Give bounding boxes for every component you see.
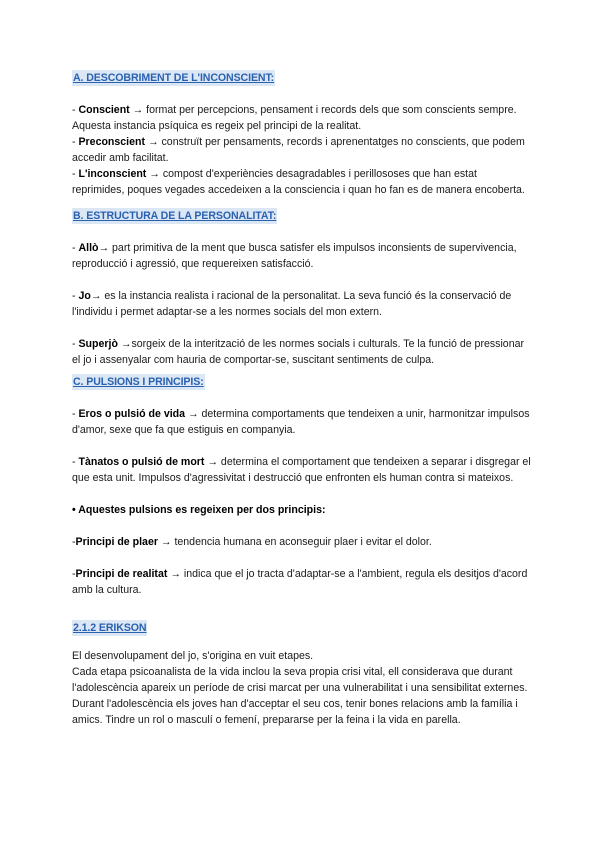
principle-realitat: -Principi de realitat → indica que el jo tracta d'adaptar-se a l'ambient, regula els desitjos d'acord amb la cultura. xyxy=(72,568,528,596)
term-allo: Allò xyxy=(78,242,99,254)
section-a-item-preconscient: - Preconscient → construït per pensaments, records i aprenentatges no conscients, que podem accedir amb facilitat. xyxy=(72,136,525,164)
section-a-item-inconscient: - L'inconscient → compost d'experiències desagradables i perillososes que han estat reprimides, poques vegades accedeixen a la consciencia i quan ho fan es de manera encoberta. xyxy=(72,168,525,196)
section-a-item-conscient: - Conscient → format per percepcions, pensament i records dels que som conscients sempre. Aquesta instancia psíquica es regeix pel principi de la realitat. xyxy=(72,104,517,132)
term-tanatos: Tànatos o pulsió de mort xyxy=(78,456,205,468)
term-preconscient: Preconscient xyxy=(78,136,146,148)
principles-intro: • Aquestes pulsions es regeixen per dos principis: xyxy=(72,504,326,516)
section-b-heading: B. ESTRUCTURA DE LA PERSONALITAT: xyxy=(73,210,277,222)
term-jo: Jo xyxy=(78,290,91,302)
section-b-item-superjo: - Superjò →sorgeix de la interització de les normes socials i culturals. Te la funció de pressionar el jo i assenyalar com hauria de comportar-se, suscitant sentiments de culpa. xyxy=(72,338,525,366)
erikson-body: Cada etapa psicoanalista de la vida inclou la seva propia crisi vital, ell considerava que durant l'adolescència apareix un període de crisi marcat per una vulnerabilitat i una sensibilitat externes. Durant l'adolescència els joves han d'acceptar el seu cos, tenir bones relacions amb la família i amics. Tindre un rol o masculí o femení, prepararse per la feina i la vida en parella. xyxy=(72,666,528,726)
section-b-item-allo: - Allò→ part primitiva de la ment que busca satisfer els impulsos inconsients de supervivencia, reproducció i agressió, que requereixen satisfacció. xyxy=(72,242,517,270)
section-c-item-tanatos: - Tànatos o pulsió de mort → determina el comportament que tendeixen a separar i disgregar el que esta unit. Impulsos d'agressivitat i destrucció que enfronten els human contra si mateixos. xyxy=(72,456,531,484)
term-conscient: Conscient xyxy=(78,104,130,116)
term-principi-realitat: Principi de realitat xyxy=(75,568,168,580)
term-superjo: Superjò xyxy=(78,338,118,350)
section-c-heading: C. PULSIONS I PRINCIPIS: xyxy=(73,376,204,388)
term-principi-plaer: Principi de plaer xyxy=(75,536,158,548)
section-c-item-eros: - Eros o pulsió de vida → determina comportaments que tendeixen a unir, harmonitzar impulsos d'amor, sexe que fa que estiguis en companyia. xyxy=(72,408,530,436)
erikson-intro: El desenvolupament del jo, s'origina en vuit etapes. xyxy=(72,650,314,662)
principle-plaer: -Principi de plaer → tendencia humana en aconseguir plaer i evitar el dolor. xyxy=(72,536,432,548)
term-inconscient: L'inconscient xyxy=(78,168,147,180)
term-eros: Eros o pulsió de vida xyxy=(78,408,186,420)
document-page xyxy=(72,70,532,728)
section-b-item-jo: - Jo→ es la instancia realista i racional de la personalitat. La seva funció és la conservació de l'individu i permet adaptar-se a les normes socials del mon extern. xyxy=(72,290,512,318)
erikson-heading: 2.1.2 ERIKSON xyxy=(73,622,147,634)
section-a-heading: A. DESCOBRIMENT DE L'INCONSCIENT: xyxy=(73,72,275,84)
